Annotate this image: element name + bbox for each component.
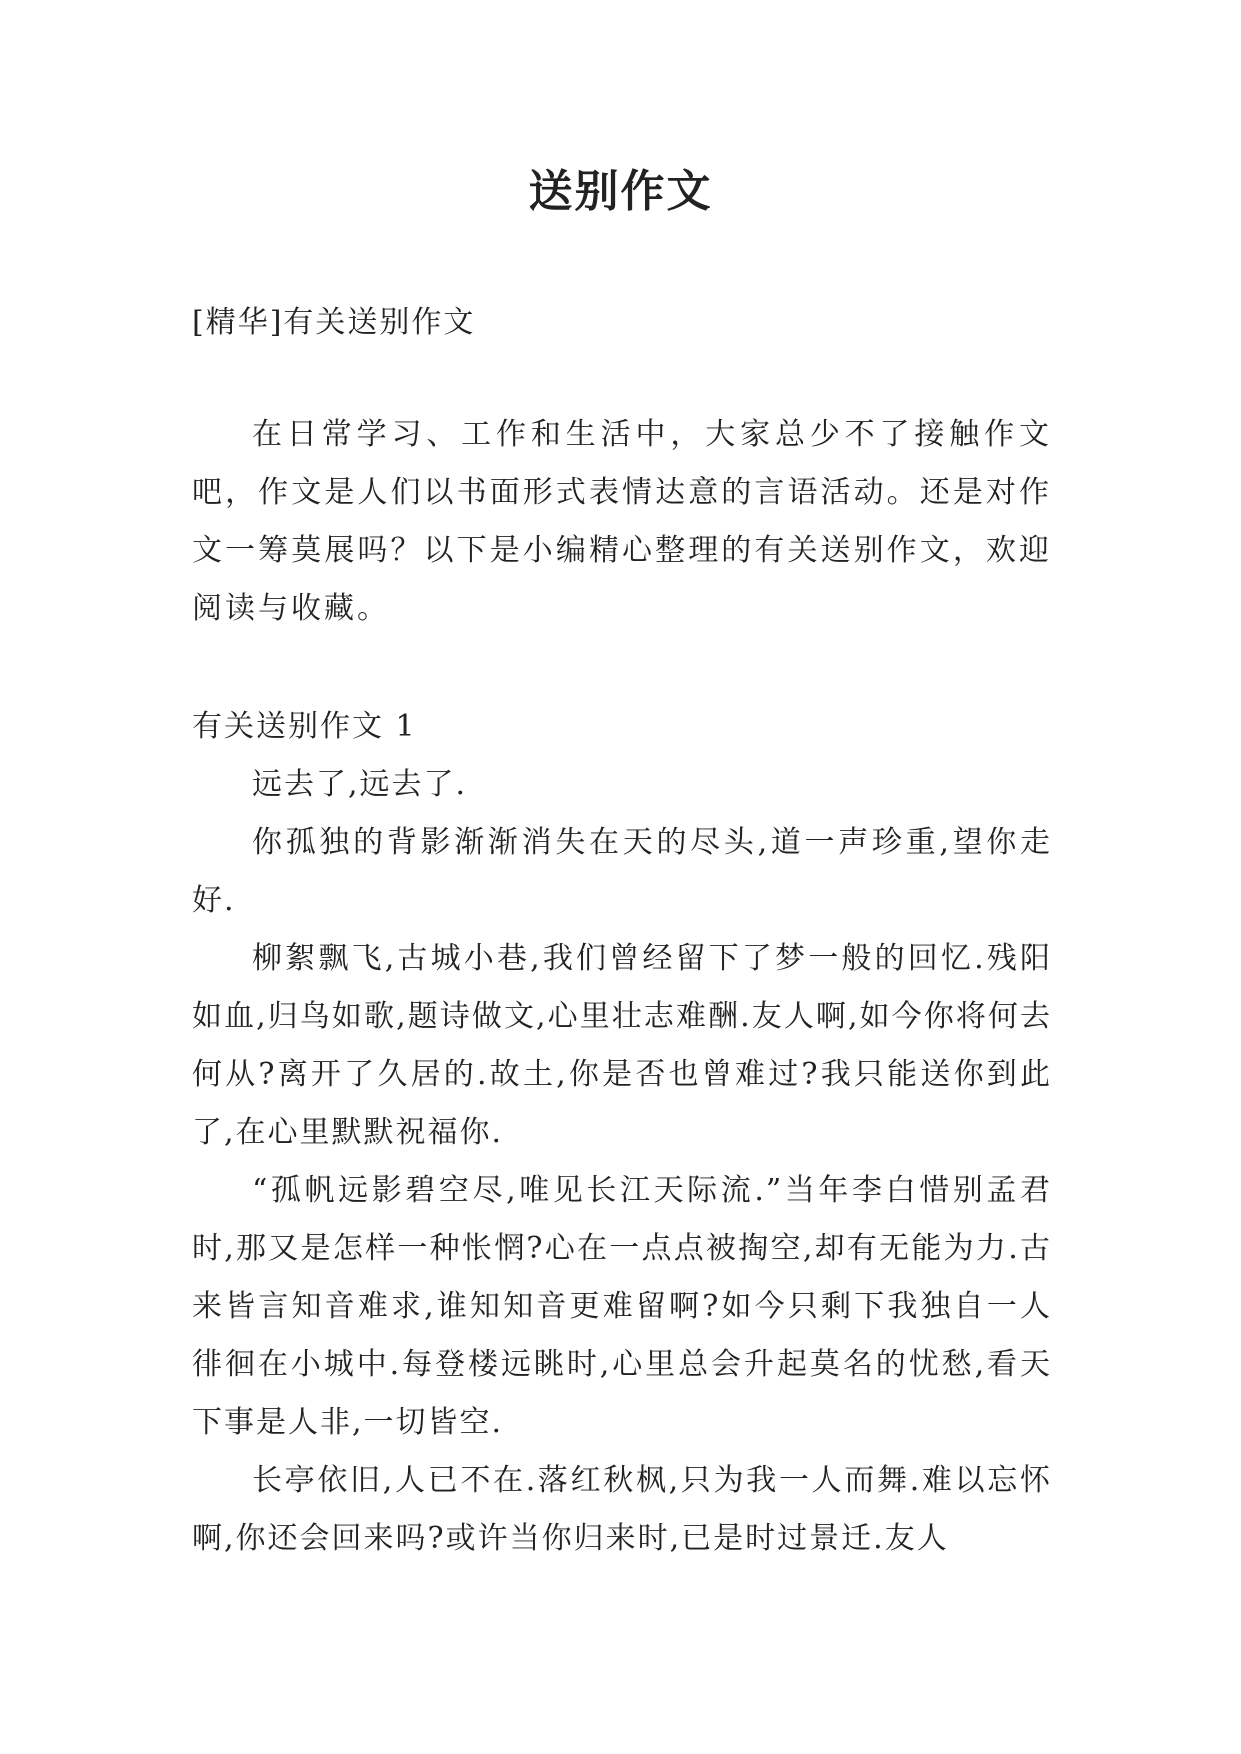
document-subtitle: [精华]有关送别作文 [192,305,476,340]
intro-paragraph: 在日常学习、工作和生活中，大家总少不了接触作文吧，作文是人们以书面形式表情达意的言语活动。还是对作文一筹莫展吗？以下是小编精心整理的有关送别作文，欢迎阅读与收藏。 [192,417,1052,626]
essay-paragraph: 远去了,远去了. [252,767,468,802]
essay-paragraph: “孤帆远影碧空尽,唯见长江天际流.”当年李白惜别孟君时,那又是怎样一种怅惘?心在一点点被掏空,却有无能为力.古来皆言知音难求,谁知知音更难留啊?如今只剩下我独自一人徘徊在小城中.每登楼远眺时,心里总会升起莫名的忧愁,看天下事是人非,一切皆空. [192,1173,1052,1440]
document-title: 送别作文 [528,166,713,217]
essay-paragraph: 你孤独的背影渐渐消失在天的尽头,道一声珍重,望你走好. [192,825,1052,918]
essay-paragraph: 柳絮飘飞,古城小巷,我们曾经留下了梦一般的回忆.残阳如血,归鸟如歌,题诗做文,心里壮志难酬.友人啊,如今你将何去何从?离开了久居的.故土,你是否也曾难过?我只能送你到此了,在心里默默祝福你. [192,941,1052,1150]
essay-heading: 有关送别作文 1 [192,709,417,744]
essay-paragraph: 长亭依旧,人已不在.落红秋枫,只为我一人而舞.难以忘怀啊,你还会回来吗?或许当你归来时,已是时过景迁.友人 [192,1463,1052,1556]
essay-1 [192,698,1052,1568]
